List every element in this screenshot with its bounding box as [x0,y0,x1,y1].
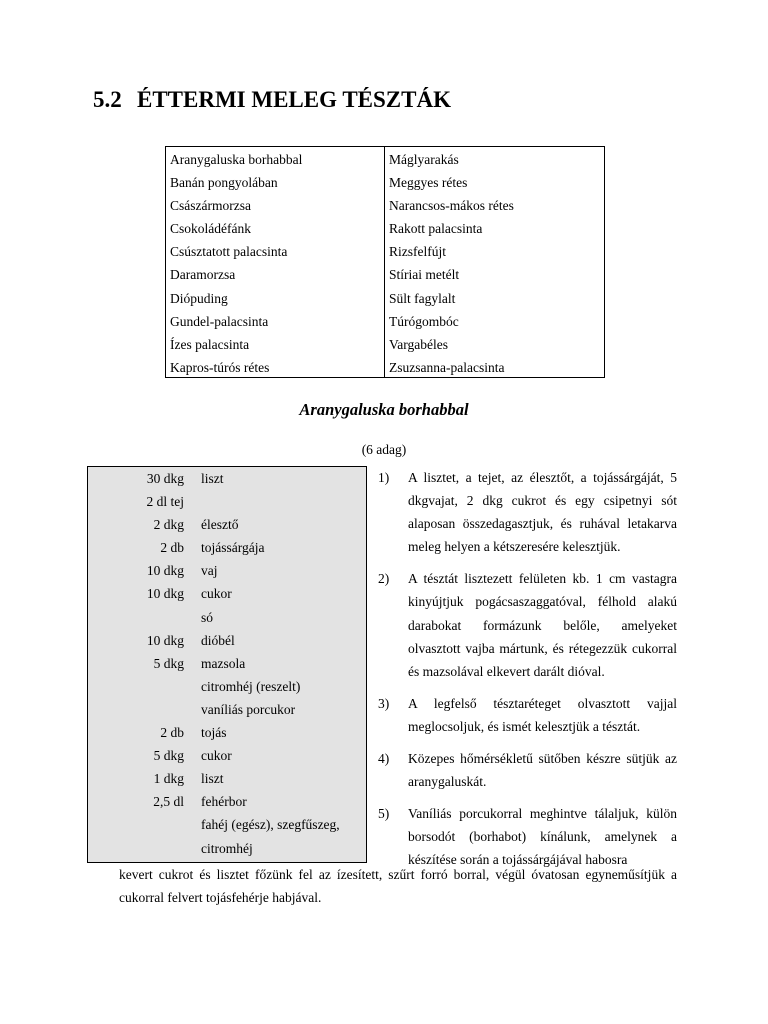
ingredient-row [88,767,366,790]
ingredient-quantity: 10 dkg [146,563,184,579]
dish-item: Kapros-túrós rétes [170,359,270,375]
dish-item: Csúsztatott palacsinta [170,244,288,260]
ingredient-row [88,813,366,836]
ingredient-row [88,698,366,721]
dish-item: Csokoládéfánk [170,221,251,237]
ingredient-row [88,721,366,744]
ingredient-quantity: 2 db [160,540,184,556]
step-continuation-text: kevert cukrot és lisztet főzünk fel az ízesített, szűrt forró borral, végül óvatosan egyneműsítjük a cukorral felvert tojásfehérje habjával. [119,867,677,906]
step-text: Vaníliás porcukorral meghintve tálaljuk, külön borsodót (borhabot) kínálunk, amelynek a készítése során a tojássárgájával habosra [408,806,677,868]
section-title-text: ÉTTERMI MELEG TÉSZTÁK [137,87,451,112]
dish-item: Rakott palacsinta [389,221,483,237]
step-number: 2) [378,571,390,587]
ingredient-row [88,559,366,582]
step-number: 1) [378,470,390,485]
ingredient-quantity: 2 dl tej [146,494,184,510]
ingredient-quantity: 2,5 dl [153,794,184,810]
ingredient-name: vaníliás porcukor [201,701,296,717]
dish-item: Narancsos-mákos rétes [389,198,514,214]
ingredient-row [88,513,366,536]
ingredient-name: vaj [201,563,218,579]
ingredient-quantity [88,698,184,721]
ingredient-row [88,582,366,605]
ingredient-row [88,467,366,490]
ingredient-row [88,790,366,813]
ingredient-quantity: 30 dkg [146,471,184,486]
recipe-step [378,567,677,682]
ingredient-quantity: 5 dkg [153,655,184,671]
ingredient-name: só [201,609,214,625]
step-number: 4) [378,751,390,767]
ingredient-row [88,744,366,767]
dish-list-left-column [166,147,385,377]
ingredient-quantity: 1 dkg [153,771,184,787]
ingredient-row [88,490,366,513]
ingredient-name: citromhéj [201,840,253,856]
ingredient-name: fahéj (egész), szegfűszeg, [201,817,340,833]
ingredient-name: fehérbor [201,794,247,810]
step-number: 5) [378,806,390,822]
ingredient-quantity [88,606,184,629]
recipe-servings: (6 adag) [361,442,407,457]
dish-item: Diópuding [170,290,228,306]
dish-item: Meggyes rétes [389,175,468,191]
ingredient-name: élesztő [201,517,239,533]
dish-item: Stíriai metélt [389,267,460,283]
step-text: A legfelső tésztaréteget olvasztott vajjal meglocsoljuk, és ismét kelesztjük a tésztát. [408,695,677,734]
ingredient-name: citromhéj (reszelt) [201,678,301,694]
ingredient-name: liszt [201,771,224,787]
ingredient-quantity: 5 dkg [153,748,184,764]
ingredient-quantity: 2 db [160,725,184,741]
ingredient-name: cukor [201,586,232,602]
dish-item: Daramorzsa [170,267,236,283]
dish-item: Túrógombóc [389,313,459,329]
dish-item: Gundel-palacsinta [170,313,269,329]
ingredient-quantity [88,813,184,836]
ingredient-name [184,490,366,513]
ingredient-name: tojássárgája [201,540,265,556]
ingredient-row [88,629,366,652]
ingredient-quantity: 2 dkg [153,517,184,533]
ingredient-row [88,837,366,860]
recipe-step [378,747,677,793]
recipe-steps [378,466,677,881]
recipe-step [378,692,677,738]
dish-list-right-column [385,147,604,377]
ingredient-name: dióbél [201,632,235,648]
ingredient-row [88,606,366,629]
ingredient-name: tojás [201,725,227,741]
ingredient-name: cukor [201,748,232,764]
ingredients-box [87,466,367,863]
dish-item: Zsuzsanna-palacsinta [389,359,505,375]
ingredient-quantity: 10 dkg [146,632,184,648]
step-text: A lisztet, a tejet, az élesztőt, a tojássárgáját, 5 dkgvajat, 2 dkg cukrot és egy csipetnyi sót alaposan összedagasztjuk, és ruhával letakarva meleg helyen a kétszeresére kelesztjük. [408,470,677,555]
ingredient-quantity: 10 dkg [146,586,184,602]
recipe-step [378,466,677,558]
step-number: 3) [378,695,390,711]
ingredient-quantity [88,675,184,698]
ingredient-name: mazsola [201,655,246,671]
dish-list-table [165,146,605,378]
ingredient-name: liszt [201,471,224,486]
recipe-step [378,802,677,871]
dish-item: Aranygaluska borhabbal [170,152,303,167]
section-number: 5.2 [93,87,122,112]
dish-item: Máglyarakás [389,152,459,167]
dish-item: Sült fagylalt [389,290,456,306]
dish-item: Banán pongyolában [170,175,278,191]
ingredient-row [88,675,366,698]
section-title [93,86,451,114]
ingredient-row [88,536,366,559]
step-text: Közepes hőmérsékletű sütőben készre sütjük az aranygaluskát. [408,751,677,790]
dish-item: Rizsfelfújt [389,244,446,260]
step-text: A tésztát lisztezett felületen kb. 1 cm vastagra kinyújtjuk pogácsaszaggatóval, félhold alakú darabokat formázunk belőle, amelyeket olvasztott vajba mártunk, és rétegezzük cukorral és mazsolával elkevert darált dióval. [408,571,677,679]
recipe-title: Aranygaluska borhabbal [299,400,469,419]
ingredient-quantity [88,837,184,860]
dish-item: Vargabéles [389,336,448,352]
dish-item: Ízes palacsinta [170,336,250,352]
ingredient-row [88,652,366,675]
dish-item: Császármorzsa [170,198,251,214]
